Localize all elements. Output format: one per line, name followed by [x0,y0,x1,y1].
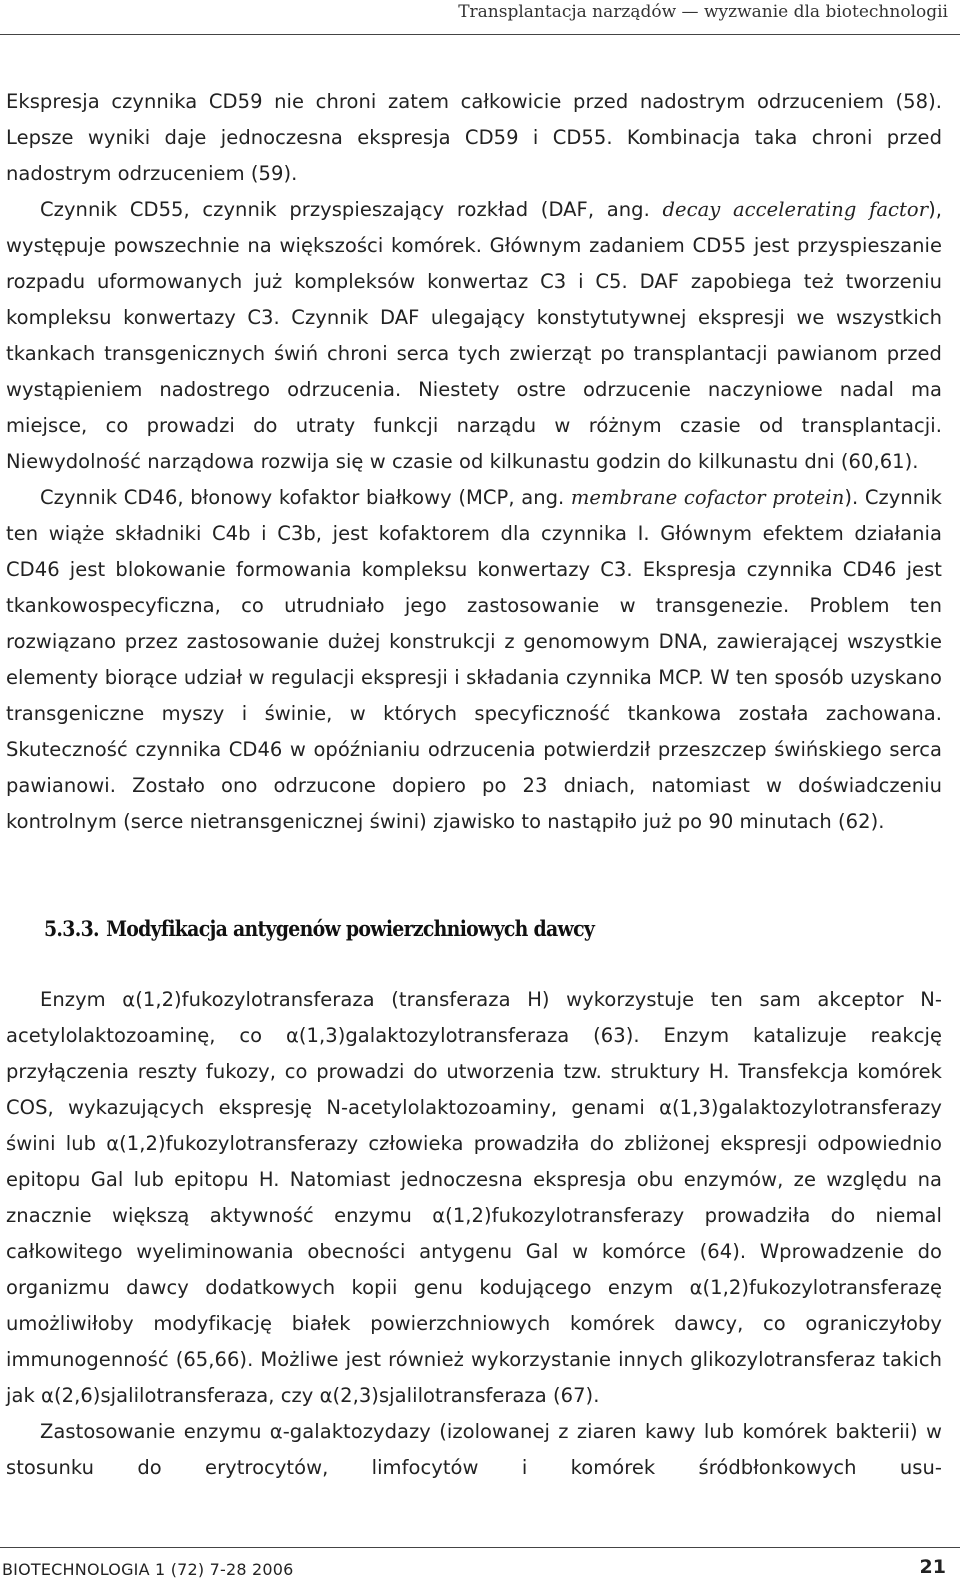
paragraph-cd55 [6,192,942,480]
header-rule [0,34,960,35]
paragraph-cd46-part-2: ). Czynnik ten wiąże składniki C4b i C3b, jest kofaktorem dla czynnika I. Głównym efektem działania CD46 jest blokowanie formowania kompleksu konwertazy C3. Ekspresja czynnika CD46 jest tkankowospecyficzna, co utrudniało jego zastosowanie w transgenezie. Problem ten rozwiązano przez zastosowanie dużej konstrukcji z genomowym DNA, zawierającej wszystkie elementy biorące udział w regulacji ekspresji i składania czynnika MCP. W ten sposób uzyskano transgeniczne myszy i świnie, w których specyficzność tkankowa została zachowana. Skuteczność czynnika CD46 w opóźnianiu odrzucenia potwierdził przeszczep świńskiego serca pawianowi. Zostało ono odrzucone dopiero po 23 dniach, natomiast w doświadczeniu kontrolnym (serce nietransgenicznej świni) zjawisko to nastąpiło już po 90 minutach (62). [6,486,942,833]
paragraph-fukozylotransferaza: Enzym α(1,2)fukozylotransferaza (transferaza H) wykorzystuje ten sam akceptor N-acetylolaktozoaminę, co α(1,3)galaktozylotransferaza (63). Enzym katalizuje reakcję przyłączenia reszty fukozy, co prowadzi do utworzenia tzw. struktury H. Transfekcja komórek COS, wykazujących ekspresję N-acetylolaktozoaminy, genami α(1,3)galaktozylotransferazy świni lub α(1,2)fukozylotransferazy człowieka prowadziła do zbliżonej ekspresji odpowiednio epitopu Gal lub epitopu H. Natomiast jednoczesna ekspresja obu enzymów, ze względu na znacznie większą aktywność enzymu α(1,2)fukozylotransferazy prowadziła do niemal całkowitego wyeliminowania obecności antygenu Gal w komórce (64). Wprowadzenie do organizmu dawcy dodatkowych kopii genu kodującego enzym α(1,2)fukozylotransferazę umożliwiłoby modyfikację białek powierzchniowych komórek dawcy, co ograniczyłoby immunogenność (65,66). Możliwe jest również wykorzystanie innych glikozylotransferaz takich jak α(2,6)sjalilotransferaza, czy α(2,3)sjalilotransferaza (67). [6,988,942,1407]
paragraph-cd55-italic: decay accelerating factor [662,198,929,221]
section-number: 5.3.3. [44,916,99,941]
paragraph-cd59: Ekspresja czynnika CD59 nie chroni zatem całkowicie przed nadostrym odrzuceniem (58). Lepsze wyniki daje jednoczesna ekspresja CD59 i CD55. Kombinacja taka chroni przed nadostrym odrzuceniem (59). [6,90,942,185]
footer-rule [0,1547,960,1548]
paragraph-cd46-part-1: Czynnik CD46, błonowy kofaktor białkowy (MCP, ang. [40,486,571,509]
running-head: Transplantacja narządów — wyzwanie dla biotechnologii [458,2,948,22]
section-heading [44,916,594,941]
section-title: Modyfikacja antygenów powierzchniowych dawcy [106,916,595,941]
paragraph-cd46 [6,480,942,840]
paragraph-cd55-part-2: ), występuje powszechnie na większości komórek. Głównym zadaniem CD55 jest przyspieszanie rozpadu uformowanych już kompleksów konwertaz C3 i C5. DAF zapobiega też tworzeniu kompleksu konwertazy C3. Czynnik DAF ulegający konstytutywnej ekspresji we wszystkich tkankach transgenicznych świń chroni serca tych zwierząt po transplantacji pawianom przed wystąpieniem nadostrego odrzucenia. Niestety ostre odrzucenie naczyniowe nadal ma miejsce, co prowadzi do utraty funkcji narządu w różnym czasie od transplantacji. Niewydolność narządowa rozwija się w czasie od kilkunastu godzin do kilkunastu dni (60,61). [6,198,942,473]
footer-journal: BIOTECHNOLOGIA 1 (72) 7-28 2006 [2,1560,294,1579]
body-text-section-2 [6,982,942,1486]
paragraph-galaktozydaza: Zastosowanie enzymu α-galaktozydazy (izolowanej z ziaren kawy lub komórek bakterii) w stosunku do erytrocytów, limfocytów i komórek śródbłonkowych usu- [6,1420,942,1479]
page-number: 21 [919,1556,946,1578]
body-text-section-1 [6,84,942,840]
paragraph-cd55-part-1: Czynnik CD55, czynnik przyspieszający rozkład (DAF, ang. [40,198,663,221]
paragraph-cd46-italic: membrane cofactor protein [570,486,845,509]
